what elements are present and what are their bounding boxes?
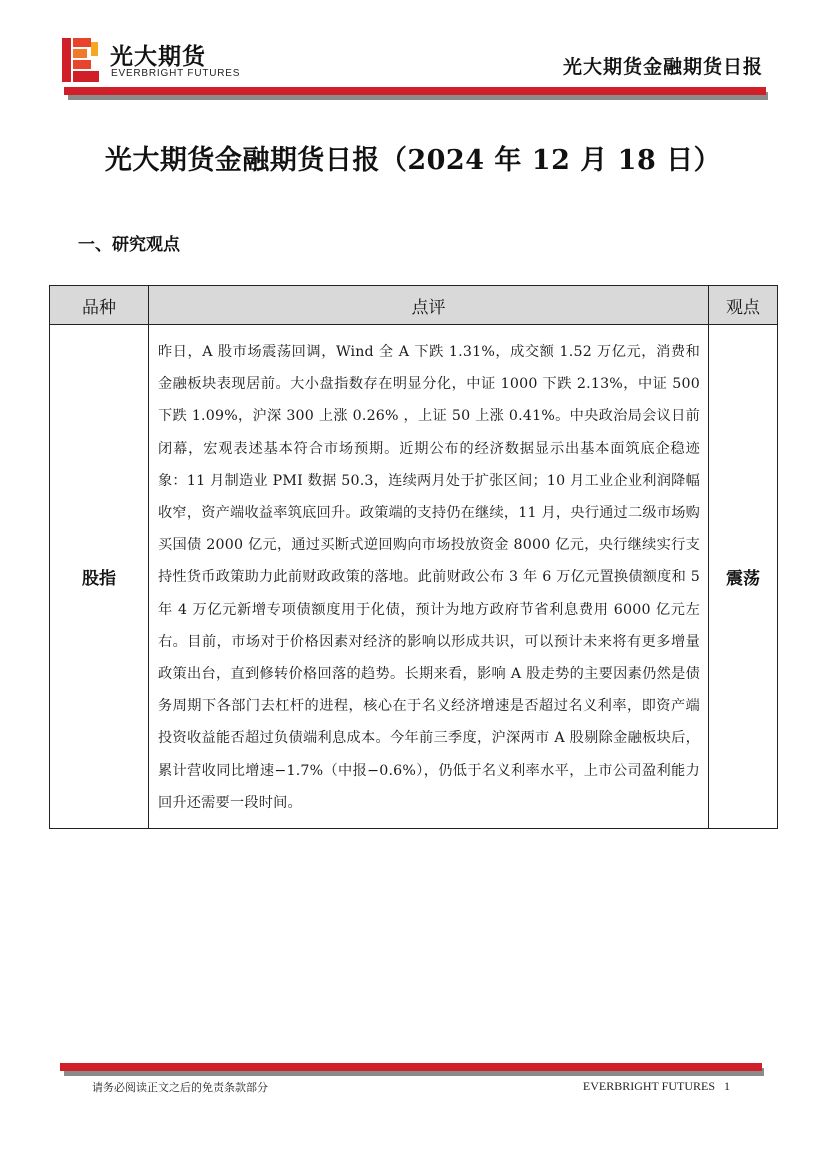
research-view-table: [49, 285, 778, 829]
column-header-comment: 点评: [149, 286, 709, 325]
footer-company: [583, 1079, 730, 1094]
header-divider: [64, 87, 766, 95]
footer-page-number: 1: [724, 1079, 730, 1093]
view-cell: 震荡: [709, 325, 778, 829]
everbright-logo: [62, 38, 242, 84]
comment-cell: 昨日，A 股市场震荡回调，Wind 全 A 下跌 1.31%，成交额 1.52 万亿元，消费和金融板块表现居前。大小盘指数存在明显分化，中证 1000 下跌 2.13%，中证 500 下跌 1.09%，沪深 300 上涨 0.26% ，上证 50 上涨 0.41%。中央政治局会议日前闭幕，宏观表述基本符合市场预期。近期公布的经济数据显示出基本面筑底企稳迹象：11 月制造业 PMI 数据 50.3，连续两月处于扩张区间；10 月工业企业利润降幅收窄，资产端收益率筑底回升。政策端的支持仍在继续，11 月，央行通过二级市场购买国债 2000 亿元，通过买断式逆回购向市场投放资金 8000 亿元，央行继续实行支持性货币政策助力此前财政政策的落地。此前财政公布 3 年 6 万亿元置换债额度和 5 年 4 万亿元新增专项债额度用于化债，预计为地方政府节省利息费用 6000 亿元左右。目前，市场对于价格因素对经济的影响以形成共识，可以预计未来将有更多增量政策出台，直到修转价格回落的趋势。长期来看，影响 A 股走势的主要因素仍然是债务周期下各部门去杠杆的进程，核心在于名义经济增速是否超过名义利率，即资产端投资收益能否超过负债端利息成本。今年前三季度，沪深两市 A 股剔除金融板块后，累计营收同比增速−1.7%（中报−0.6%），仍低于名义利率水平，上市公司盈利能力回升还需要一段时间。: [149, 325, 709, 829]
column-header-variety: 品种: [50, 286, 149, 325]
footer-company-name: EVERBRIGHT FUTURES: [582, 1079, 715, 1093]
logo-text-en: EVERBRIGHT FUTURES: [111, 68, 241, 79]
everbright-logo-icon: [62, 38, 102, 82]
table-row: [50, 325, 778, 829]
logo-text-cn: 光大期货: [110, 44, 206, 70]
column-header-view: 观点: [709, 286, 778, 325]
table-header-row: [50, 286, 778, 325]
document-title: 光大期货金融期货日报（2024 年 12 月 18 日）: [104, 145, 722, 176]
header-report-name: 光大期货金融期货日报: [562, 56, 763, 78]
footer-disclaimer: 请务必阅读正文之后的免责条款部分: [92, 1081, 268, 1094]
variety-cell: 股指: [50, 325, 149, 829]
footer-divider: [60, 1063, 762, 1071]
section-title: 一、研究观点: [78, 235, 180, 255]
